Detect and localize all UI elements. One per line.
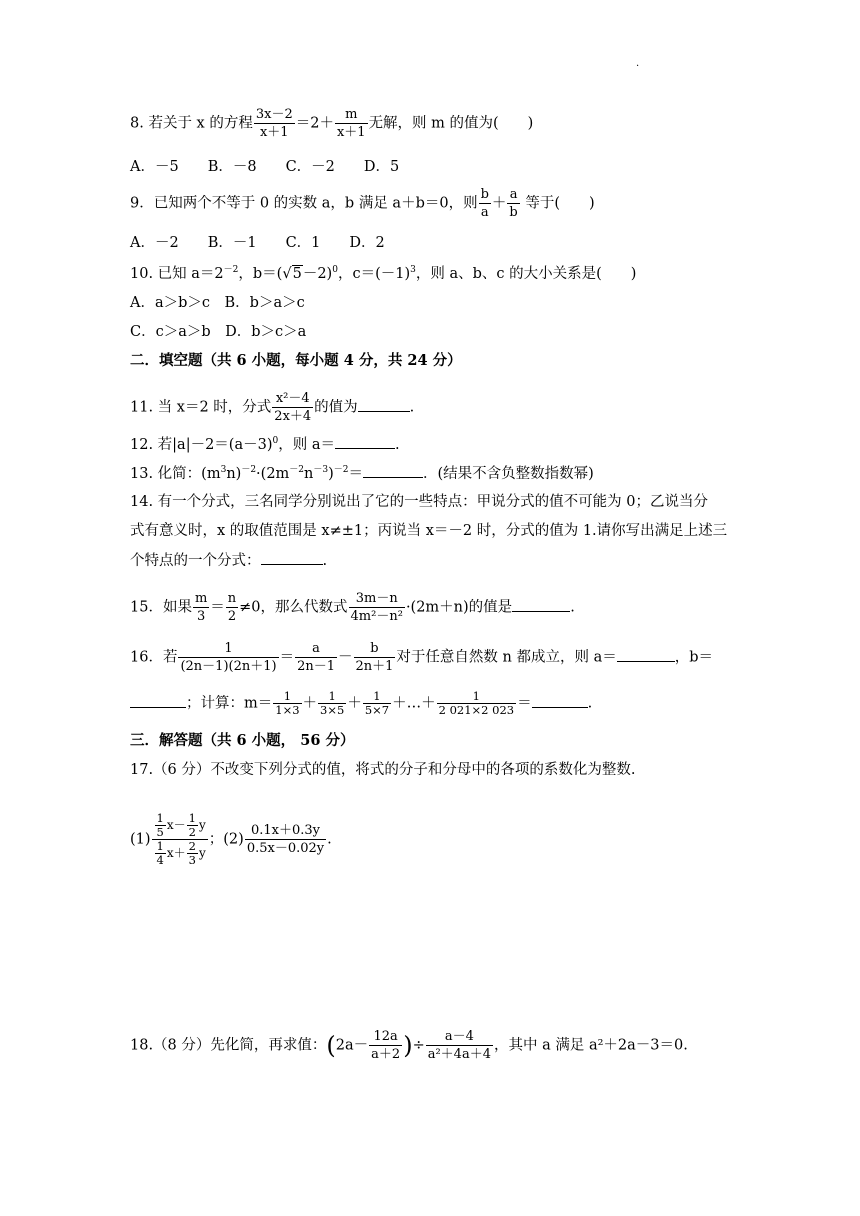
fraction: $\frac{12a}{a+2}$ bbox=[371, 1029, 401, 1062]
answer-blank[interactable] bbox=[363, 463, 423, 478]
radical-sign: √ bbox=[282, 266, 292, 282]
question-11: 11. 当 x＝2 时，分式 $\frac{\text{x²－4}}{2x+4}$ 的值为 . bbox=[130, 391, 415, 424]
fraction: $\frac{1}{2 021\times 2 023}$ bbox=[438, 689, 515, 717]
fraction: $\frac{1}{4}$ bbox=[156, 839, 164, 867]
fraction: $\frac{1}{(2n-1)(2n+1)}$ bbox=[180, 641, 277, 674]
question-15: 15．如果 $\frac{m}{3}$ ＝ $\frac{n}{2}$ ≠0，那么代数式 $\frac{3m-n}{\text{4m²－n²}}$ ·(2m＋n)的值是 . bbox=[130, 591, 575, 624]
complex-fraction: $\frac{1}{5}$ x－ $\frac{1}{2}$ y $\frac{1}{4}$ x＋ $\frac{2}{3}$ y bbox=[152, 812, 208, 867]
question-13: 13. 化简：$(m^3n)^{-2}\cdot(2m^{-2}n^{-3})^{-2}=$ ．(结果不含负整数指数幂) bbox=[130, 463, 594, 484]
question-12: 12. 若$|a|-2=(a-3)^0$，则 a＝ . bbox=[130, 434, 400, 455]
answer-blank-m[interactable] bbox=[532, 693, 588, 708]
fraction: $\frac{1}{5}$ bbox=[156, 811, 164, 839]
fraction: $\frac{m}{x+1}$ bbox=[336, 107, 366, 140]
section-2-heading: 二．填空题（共 6 小题，每小题 4 分，共 24 分） bbox=[130, 352, 462, 369]
question-10-options-2: C．c＞a＞b D．b＞c＞a bbox=[130, 324, 307, 340]
fraction: $\frac{1}{2}$ bbox=[188, 811, 196, 839]
question-18: 18.（8 分）先化简，再求值：(2a－ $\frac{12a}{a+2}$ )÷ $\frac{a-4}{\text{a²＋4a＋4}}$ ，其中 a 满足 a²＋2a－3＝0. bbox=[130, 1029, 688, 1062]
answer-blank[interactable] bbox=[358, 397, 410, 412]
answer-blank[interactable] bbox=[512, 597, 570, 612]
header-mark: . bbox=[636, 58, 640, 69]
answer-blank[interactable] bbox=[335, 434, 395, 449]
answer-blank-b[interactable] bbox=[130, 693, 186, 708]
fraction: $\frac{3x-2}{x+1}$ bbox=[255, 107, 293, 140]
fraction: $\frac{0.1x+0.3y}{0.5x-0.02y}$ bbox=[246, 823, 325, 856]
answer-blank[interactable] bbox=[261, 550, 323, 565]
fraction: $\frac{a}{2n-1}$ bbox=[297, 641, 335, 674]
question-17-expressions: (1) $\frac{1}{5}$ x－ $\frac{1}{2}$ y $\frac{1}{4}$ x＋ $\frac{2}{3}$ y ；(2) $\frac{0.1x+0.3y}{0.5x-0.02y}$ . bbox=[130, 811, 332, 867]
section-3-heading: 三．解答题（共 6 小题， 56 分） bbox=[130, 732, 355, 749]
fraction: $\frac{b}{2n+1}$ bbox=[355, 641, 394, 674]
fraction: $\frac{\text{x²－4}}{2x+4}$ bbox=[274, 391, 312, 424]
fraction: $\frac{1}{1\times 3}$ bbox=[275, 689, 300, 717]
question-16-line-1: 16．若 $\frac{1}{(2n-1)(2n+1)}$ ＝ $\frac{a}{2n-1}$ － $\frac{b}{2n+1}$ 对于任意自然数 n 都成立，则 a＝ ，b＝ bbox=[130, 641, 714, 674]
fraction: $\frac{m}{3}$ bbox=[194, 591, 208, 624]
fraction: $\frac{1}{3\times 5}$ bbox=[320, 689, 345, 717]
fraction: $\frac{1}{5\times 7}$ bbox=[364, 689, 390, 717]
fraction: $\frac{3m-n}{\text{4m²－n²}}$ bbox=[350, 591, 403, 624]
question-14-line-1: 14. 有一个分式，三名同学分别说出了它的一些特点：甲说分式的值不可能为 0；乙说当分 bbox=[130, 494, 708, 510]
fraction: $\frac{b}{a}$ bbox=[480, 187, 489, 220]
question-8-options: A．－5 B．－8 C．－2 D．5 bbox=[130, 159, 400, 175]
answer-blank-a[interactable] bbox=[617, 647, 675, 662]
question-10: 10. 已知 $a=2^{-2}$，$b=(√5-2)^0$，$c=(-1)^3$，则 a、b、c 的大小关系是( ) bbox=[130, 265, 637, 282]
question-9-options: A．－2 B．－1 C．1 D．2 bbox=[130, 235, 385, 251]
fraction: $\frac{a}{b}$ bbox=[509, 187, 518, 220]
question-10-options-1: A．a＞b＞c B．b＞a＞c bbox=[130, 295, 305, 311]
question-14-line-3: 个特点的一个分式： . bbox=[130, 550, 327, 571]
question-16-line-2: ；计算：m＝ $\frac{1}{1\times 3}$ ＋ $\frac{1}{3\times 5}$ ＋ $\frac{1}{5\times 7}$ ＋…＋ $\frac{1}{2 021\times 2 023}$ ＝ . bbox=[130, 690, 592, 717]
fraction: $\frac{a-4}{\text{a²＋4a＋4}}$ bbox=[427, 1029, 491, 1062]
question-14-line-2: 式有意义时，x 的取值范围是 x≠±1；丙说当 x＝－2 时，分式的值为 1.请你写出满足上述三 bbox=[130, 523, 728, 539]
fraction: $\frac{n}{2}$ bbox=[227, 591, 237, 624]
fraction: $\frac{2}{3}$ bbox=[188, 839, 196, 867]
question-17: 17.（6 分）不改变下列分式的值，将式的分子和分母中的各项的系数化为整数. bbox=[130, 762, 636, 778]
question-8: 8. 若关于 x 的方程 $\frac{3x-2}{x+1}$ ＝2＋ $\frac{m}{x+1}$ 无解，则 m 的值为( ) bbox=[130, 107, 534, 140]
question-9: 9．已知两个不等于 0 的实数 a，b 满足 a＋b＝0，则 $\frac{b}{a}$ ＋ $\frac{a}{b}$ 等于( ) bbox=[130, 187, 595, 220]
